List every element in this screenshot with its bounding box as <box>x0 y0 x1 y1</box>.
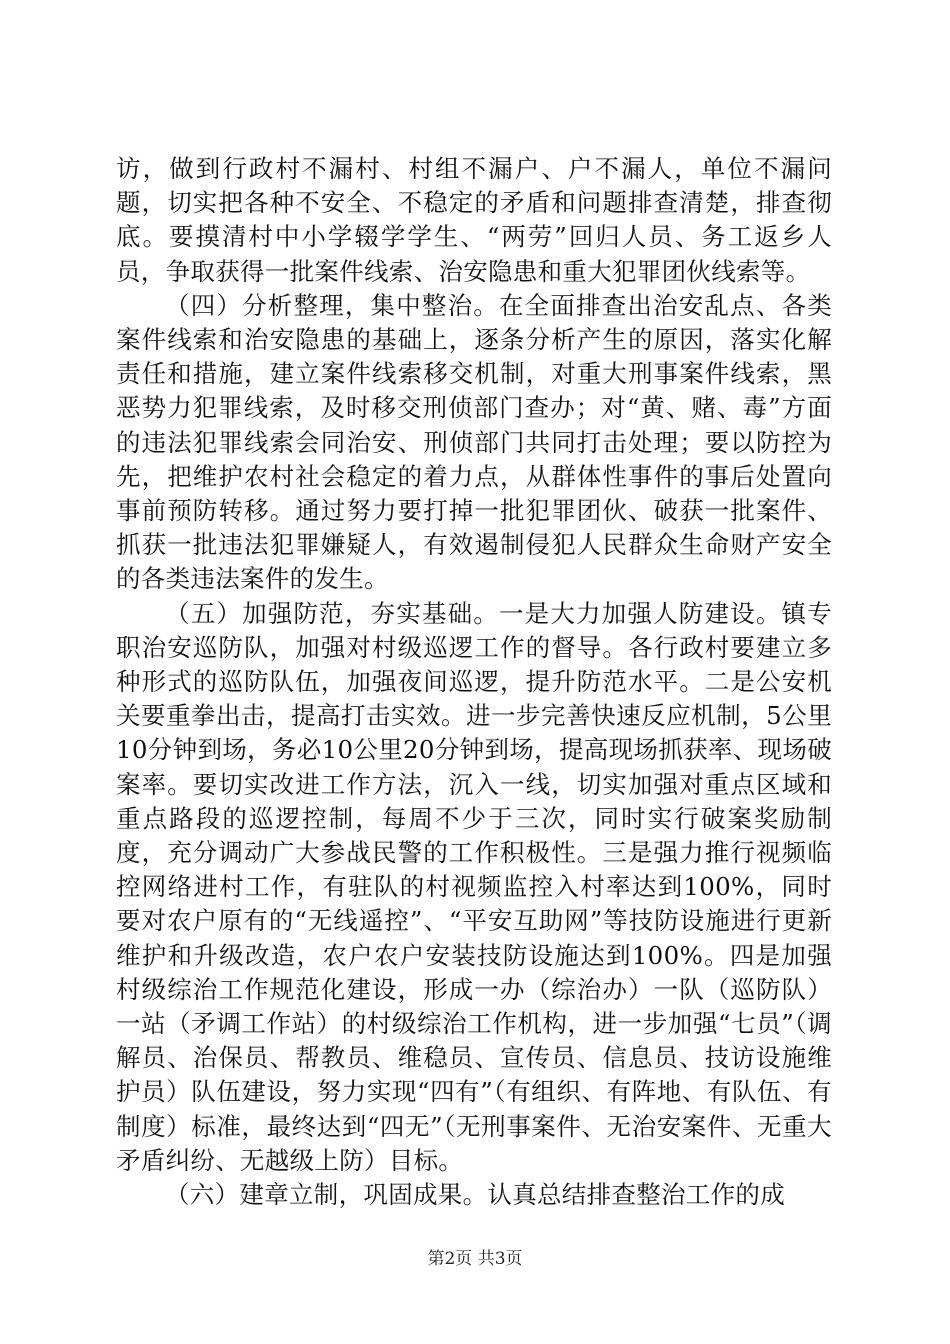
page-number-footer: 第2页 共3页 <box>427 1249 523 1269</box>
document-body <box>116 152 832 1212</box>
paragraph-section-6: （六）建章立制，巩固成果。认真总结排查整治工作的成 <box>165 1180 785 1210</box>
paragraph-continuation: 访，做到行政村不漏村、村组不漏户、户不漏人，单位不漏问题，切实把各种不安全、不稳定的矛盾和问题排查清楚，排查彻底。要摸清村中小学辍学学生、“两劳”回归人员、务工返乡人员，争取获得一批案件线索、治安隐患和重大犯罪团伙线索等。 <box>116 154 832 286</box>
paragraph-section-5: （五）加强防范，夯实基础。一是大力加强人防建设。镇专职治安巡防队，加强对村级巡逻工作的督导。各行政村要建立多种形式的巡防队伍，加强夜间巡逻，提升防范水平。二是公安机关要重拳出击，提高打击实效。进一步完善快速反应机制，5公里10分钟到场，务必10公里20分钟到场，提高现场抓获率、现场破案率。要切实改进工作方法，沉入一线，切实加强对重点区域和重点路段的巡逻控制，每周不少于三次，同时实行破案奖励制度，充分调动广大参战民警的工作积极性。三是强力推行视频临控网络进村工作，有驻队的村视频监控入村率达到100%，同时要对农户原有的“无线遥控”、“平安互助网”等技防设施进行更新维护和升级改造，农户农户安装技防设施达到100%。四是加强村级综治工作规范化建设，形成一办（综治办）一队（巡防队）一站（矛调工作站）的村级综治工作机构，进一步加强“七员”（调解员、治保员、帮教员、维稳员、宣传员、信息员、技访设施维护员）队伍建设，努力实现“四有”（有组织、有阵地、有队伍、有制度）标准，最终达到“四无”（无刑事案件、无治安案件、无重大矛盾纠纷、无越级上防）目标。 <box>116 598 832 1175</box>
paragraph-section-4: （四）分析整理，集中整治。在全面排查出治安乱点、各类案件线索和治安隐患的基础上，逐条分析产生的原因，落实化解责任和措施，建立案件线索移交机制，对重大刑事案件线索，黑恶势力犯罪线索，及时移交刑侦部门查办；对“黄、赌、毒”方面的违法犯罪线索会同治安、刑侦部门共同打击处理；要以防控为先，把维护农村社会稳定的着力点，从群体性事件的事后处置向事前预防转移。通过努力要打掉一批犯罪团伙、破获一批案件、抓获一批违法犯罪嫌疑人，有效遏制侵犯人民群众生命财产安全的各类违法案件的发生。 <box>116 290 832 594</box>
